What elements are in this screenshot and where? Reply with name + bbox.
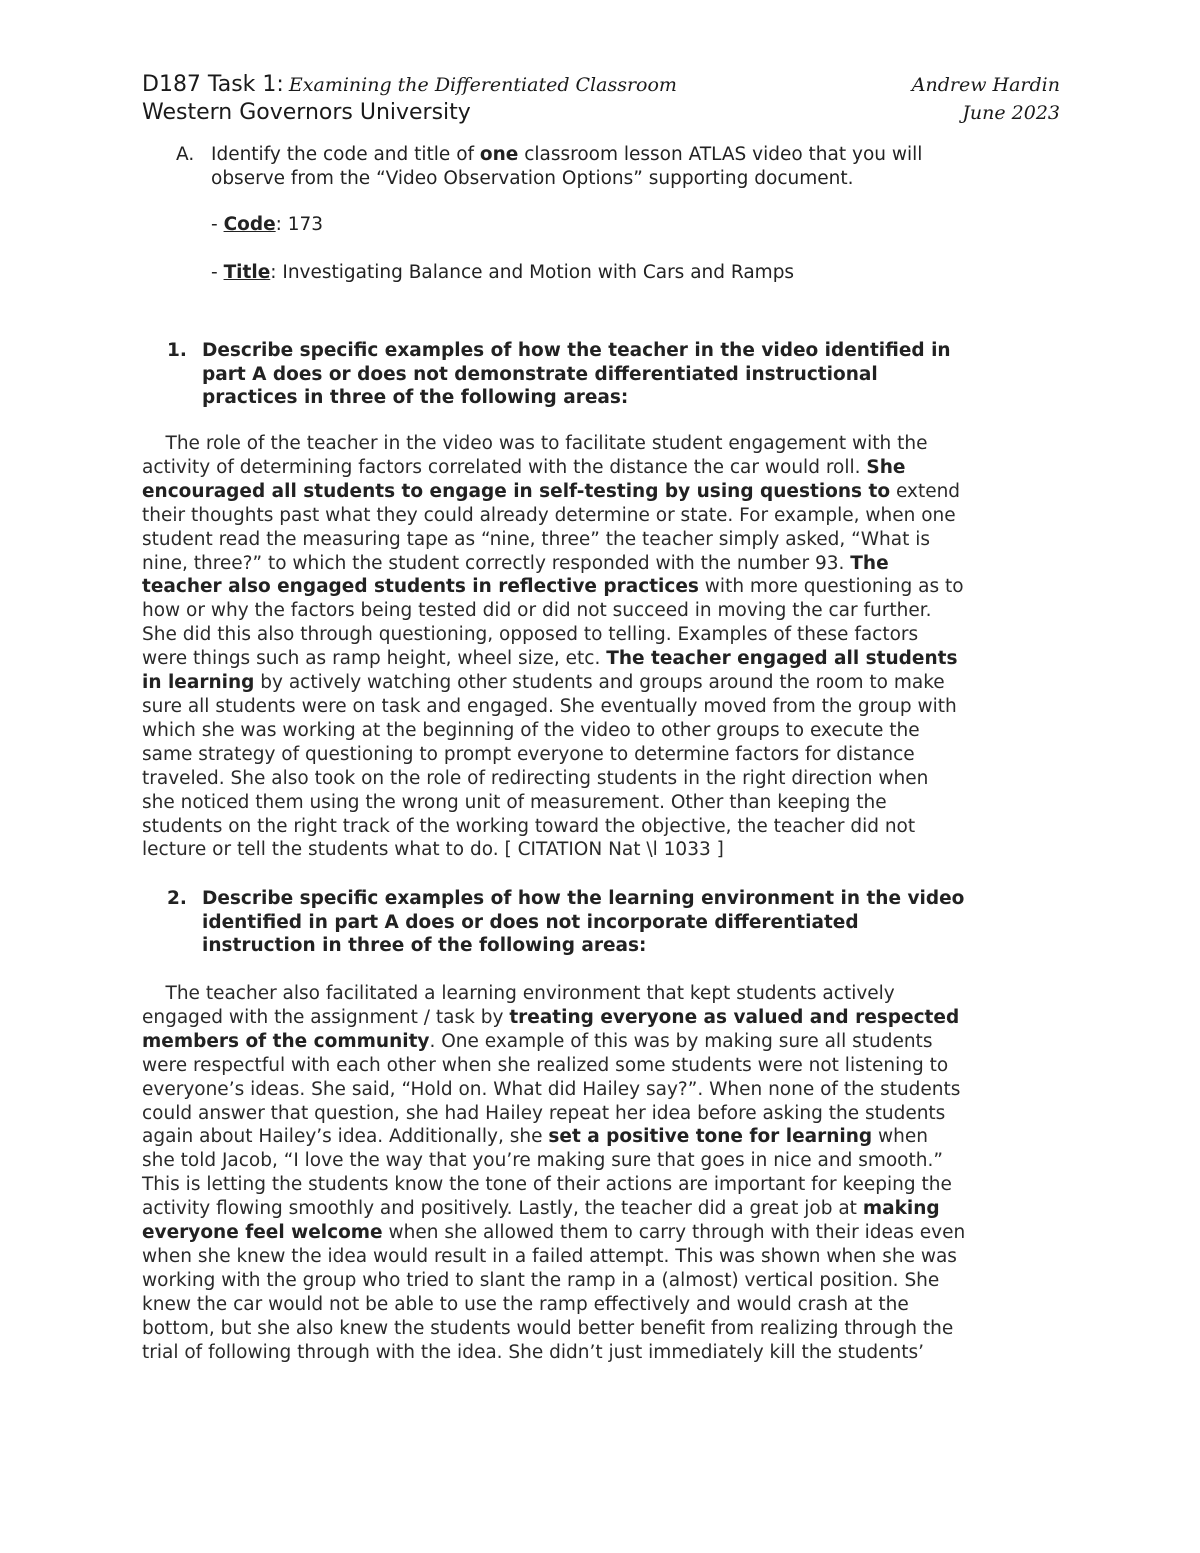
question-line: Describe specific examples of how the teacher in the video identified in	[202, 340, 951, 361]
bold-run: teacher also engaged students in reflective practices	[142, 576, 699, 598]
paragraph-line	[142, 982, 1060, 1006]
text-run: engaged with the assignment / task by	[142, 1006, 510, 1028]
paragraph-line	[142, 432, 1060, 456]
text-run: extend	[890, 480, 961, 502]
paragraph-line: same strategy of questioning to prompt everyone to determine factors for distance	[142, 743, 915, 765]
paragraph-line: bottom, but she also knew the students would better benefit from realizing through the	[142, 1317, 954, 1339]
bold-run: She	[866, 456, 906, 478]
header-course-title	[142, 72, 677, 97]
part-a-text: observe from the “Video Observation Options” supporting document.	[211, 168, 854, 189]
text-run: were things such as ramp height, wheel size, etc.	[142, 648, 607, 670]
bold-run: making	[862, 1198, 940, 1220]
course-code: D187 Task 1:	[142, 72, 284, 97]
title-value: : Investigating Balance and Motion with Cars and Ramps	[270, 262, 795, 283]
question-1-number: 1.	[167, 340, 187, 361]
code-label: Code	[223, 214, 276, 235]
question-line: identified in part A does or does not incorporate differentiated	[202, 911, 859, 933]
paragraph-line: their thoughts past what they could already determine or state. For example, when one	[142, 504, 956, 526]
part-a-prompt	[176, 143, 1036, 191]
paragraph-line: trial of following through with the idea. She didn’t just immediately kill the students’	[142, 1341, 925, 1363]
question-line: part A does or does not demonstrate differentiated instructional	[202, 363, 878, 385]
paragraph-line: This is letting the students know the tone of their actions are important for keeping the	[142, 1174, 952, 1196]
paragraph-line: how or why the factors being tested did or did not succeed in moving the car further.	[142, 600, 932, 622]
text-run: nine, three?” to which the student correctly responded with the number 93.	[142, 552, 851, 574]
paragraph-line	[142, 1030, 1060, 1054]
paragraph-line: she noticed them using the wrong unit of measurement. Other than keeping the	[142, 791, 887, 813]
question-1-heading	[167, 339, 1057, 410]
video-title	[211, 261, 794, 285]
paragraph-line: she told Jacob, “I love the way that you’re making sure that goes in nice and smooth.”	[142, 1150, 943, 1172]
text-run: The teacher also facilitated a learning environment that kept students actively	[165, 983, 895, 1004]
bold-run: The	[850, 552, 889, 574]
paragraph-line: students on the right track of the working toward the objective, the teacher did not	[142, 815, 916, 837]
code-value: : 173	[275, 214, 324, 235]
question-line: instruction in three of the following areas:	[202, 935, 647, 956]
question-line: Describe specific examples of how the learning environment in the video	[202, 888, 965, 909]
paragraph-line: could answer that question, she had Hailey repeat her idea before asking the students	[142, 1102, 946, 1124]
author-name: Andrew Hardin	[911, 74, 1060, 96]
bold-run: in learning	[142, 672, 255, 694]
paragraph-line: traveled. She also took on the role of redirecting students in the right direction when	[142, 767, 929, 789]
bullet-dash: -	[211, 214, 224, 235]
part-a-emphasis: one	[479, 144, 519, 165]
header-row-2	[142, 100, 1060, 125]
text-run: by actively watching other students and groups around the room to make	[254, 672, 945, 694]
answer-2-paragraph	[142, 982, 1060, 1365]
document-date: June 2023	[962, 102, 1060, 124]
question-line: practices in three of the following areas:	[202, 387, 629, 408]
paragraph-line: working with the group who tried to slant the ramp in a (almost) vertical position. She	[142, 1269, 940, 1291]
question-2-heading	[167, 887, 1057, 958]
title-label: Title	[223, 262, 271, 283]
text-run: activity of determining factors correlated with the distance the car would roll.	[142, 456, 867, 478]
paragraph-line	[142, 575, 1060, 599]
paragraph-line: She did this also through questioning, opposed to telling. Examples of these factors	[142, 624, 919, 646]
text-run: again about Hailey’s idea. Additionally, she	[142, 1126, 549, 1148]
text-run: . One example of this was by making sure all students	[429, 1030, 933, 1052]
bullet-dash: -	[211, 262, 224, 283]
text-run: with more questioning as to	[698, 576, 964, 598]
paragraph-line: everyone’s ideas. She said, “Hold on. What did Hailey say?”. When none of the students	[142, 1078, 961, 1100]
university-name: Western Governors University	[142, 100, 471, 125]
text-run: when	[872, 1126, 928, 1148]
bold-run: encouraged all students to engage in self-testing by using questions to	[142, 480, 891, 502]
bold-run: treating everyone as valued and respected	[509, 1006, 960, 1028]
text-run: when she allowed them to carry through with their ideas even	[382, 1222, 966, 1244]
paragraph-line	[142, 1221, 1060, 1245]
paragraph-line: which she was working at the beginning of the video to other groups to execute the	[142, 719, 920, 741]
part-a-text: classroom lesson ATLAS video that you will	[518, 144, 923, 165]
paragraph-line: sure all students were on task and engaged. She eventually moved from the group with	[142, 695, 957, 717]
text-run: The role of the teacher in the video was to facilitate student engagement with the	[165, 433, 928, 454]
paragraph-line: knew the car would not be able to use the ramp effectively and would crash at the	[142, 1293, 909, 1315]
part-a-text: Identify the code and title of	[211, 144, 480, 165]
part-a-marker: A.	[176, 144, 195, 165]
paragraph-line	[142, 456, 1060, 480]
text-run: activity flowing smoothly and positively. Lastly, the teacher did a great job at	[142, 1198, 863, 1220]
video-code	[211, 213, 323, 237]
paragraph-line	[142, 1125, 1060, 1149]
paragraph-line	[142, 552, 1060, 576]
citation-line: lecture or tell the students what to do. [ CITATION Nat \l 1033 ]	[142, 839, 724, 861]
bold-run: everyone feel welcome	[142, 1222, 383, 1244]
bold-run: The teacher engaged all students	[606, 648, 958, 670]
question-2-number: 2.	[167, 888, 187, 909]
bold-run: members of the community	[142, 1030, 430, 1052]
paragraph-line: student read the measuring tape as “nine, three” the teacher simply asked, “What is	[142, 528, 931, 550]
paragraph-line	[142, 1197, 1060, 1221]
bold-run: set a positive tone for learning	[548, 1126, 873, 1148]
paragraph-line: when she knew the idea would result in a failed attempt. This was shown when she was	[142, 1245, 957, 1267]
task-title: Examining the Differentiated Classroom	[288, 74, 677, 96]
paragraph-line	[142, 671, 1060, 695]
answer-1-paragraph	[142, 432, 1060, 862]
header-row-1	[142, 72, 1060, 97]
paragraph-line: were respectful with each other when she realized some students were not listening to	[142, 1054, 949, 1076]
paragraph-line	[142, 1006, 1060, 1030]
paragraph-line	[142, 480, 1060, 504]
paragraph-line	[142, 647, 1060, 671]
